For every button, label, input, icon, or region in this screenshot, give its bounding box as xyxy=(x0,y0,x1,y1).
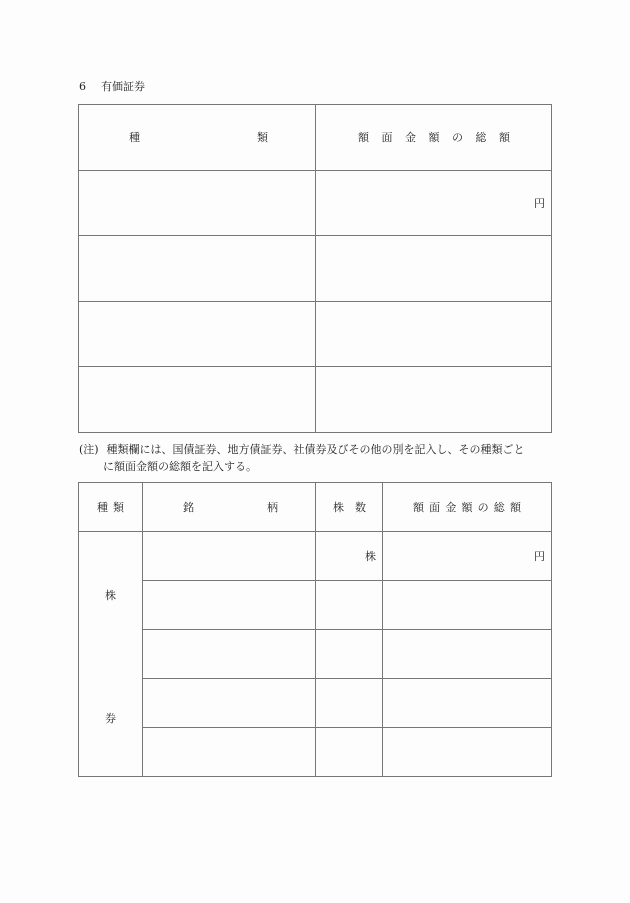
shares-cell[interactable] xyxy=(316,630,383,679)
table-row xyxy=(79,630,552,679)
kind-cell[interactable] xyxy=(79,170,316,236)
shares-unit: 株 xyxy=(365,550,376,563)
shares-cell[interactable] xyxy=(316,728,383,777)
brand-cell[interactable] xyxy=(143,581,316,630)
kind-cell[interactable] xyxy=(79,367,316,433)
kind-cell[interactable] xyxy=(79,236,316,302)
table-row xyxy=(79,301,552,367)
securities-table xyxy=(78,104,552,433)
shares-cell[interactable] xyxy=(316,581,383,630)
section-heading xyxy=(79,80,145,94)
note-line-1: 種類欄には、国債証券、地方債証券、社債券及びその他の別を記入し、その種類ごと xyxy=(106,443,525,456)
brand-cell[interactable] xyxy=(143,679,316,728)
kind-cell-stock-certificates: 株 券 xyxy=(79,532,143,777)
total-cell[interactable] xyxy=(383,679,552,728)
total-cell[interactable] xyxy=(316,170,552,236)
note-label: (注) xyxy=(79,443,99,456)
total-cell[interactable] xyxy=(316,367,552,433)
table-header-row xyxy=(79,483,552,532)
table-row xyxy=(79,679,552,728)
header-kind: 種 類 xyxy=(79,105,316,171)
table-header-row xyxy=(79,105,552,171)
total-cell[interactable] xyxy=(383,630,552,679)
table-row xyxy=(79,581,552,630)
total-cell[interactable] xyxy=(383,728,552,777)
section-title: 有価証券 xyxy=(101,80,145,93)
note xyxy=(79,441,559,475)
total-cell[interactable] xyxy=(383,532,552,581)
header-brand: 銘 柄 xyxy=(143,483,316,532)
yen-unit: 円 xyxy=(534,196,545,210)
shares-cell[interactable] xyxy=(316,679,383,728)
stock-certificates-table xyxy=(78,482,552,777)
header-total-face-value: 額 面 金 額 の 総 額 xyxy=(316,105,552,171)
brand-cell[interactable] xyxy=(143,532,316,581)
header-kind: 種 類 xyxy=(79,483,143,532)
header-total-face-value: 額 面 金 額 の 総 額 xyxy=(383,483,552,532)
total-cell[interactable] xyxy=(316,301,552,367)
table-row xyxy=(79,367,552,433)
kind-cell[interactable] xyxy=(79,301,316,367)
yen-unit: 円 xyxy=(534,550,545,563)
section-number: 6 xyxy=(79,80,86,93)
brand-cell[interactable] xyxy=(143,630,316,679)
total-cell[interactable] xyxy=(383,581,552,630)
note-line-2: に額面金額の総額を記入する。 xyxy=(103,460,257,473)
shares-cell[interactable] xyxy=(316,532,383,581)
brand-cell[interactable] xyxy=(143,728,316,777)
header-shares: 株 数 xyxy=(316,483,383,532)
table-row xyxy=(79,236,552,302)
table-row xyxy=(79,728,552,777)
table-row xyxy=(79,170,552,236)
table-row xyxy=(79,532,552,581)
total-cell[interactable] xyxy=(316,236,552,302)
